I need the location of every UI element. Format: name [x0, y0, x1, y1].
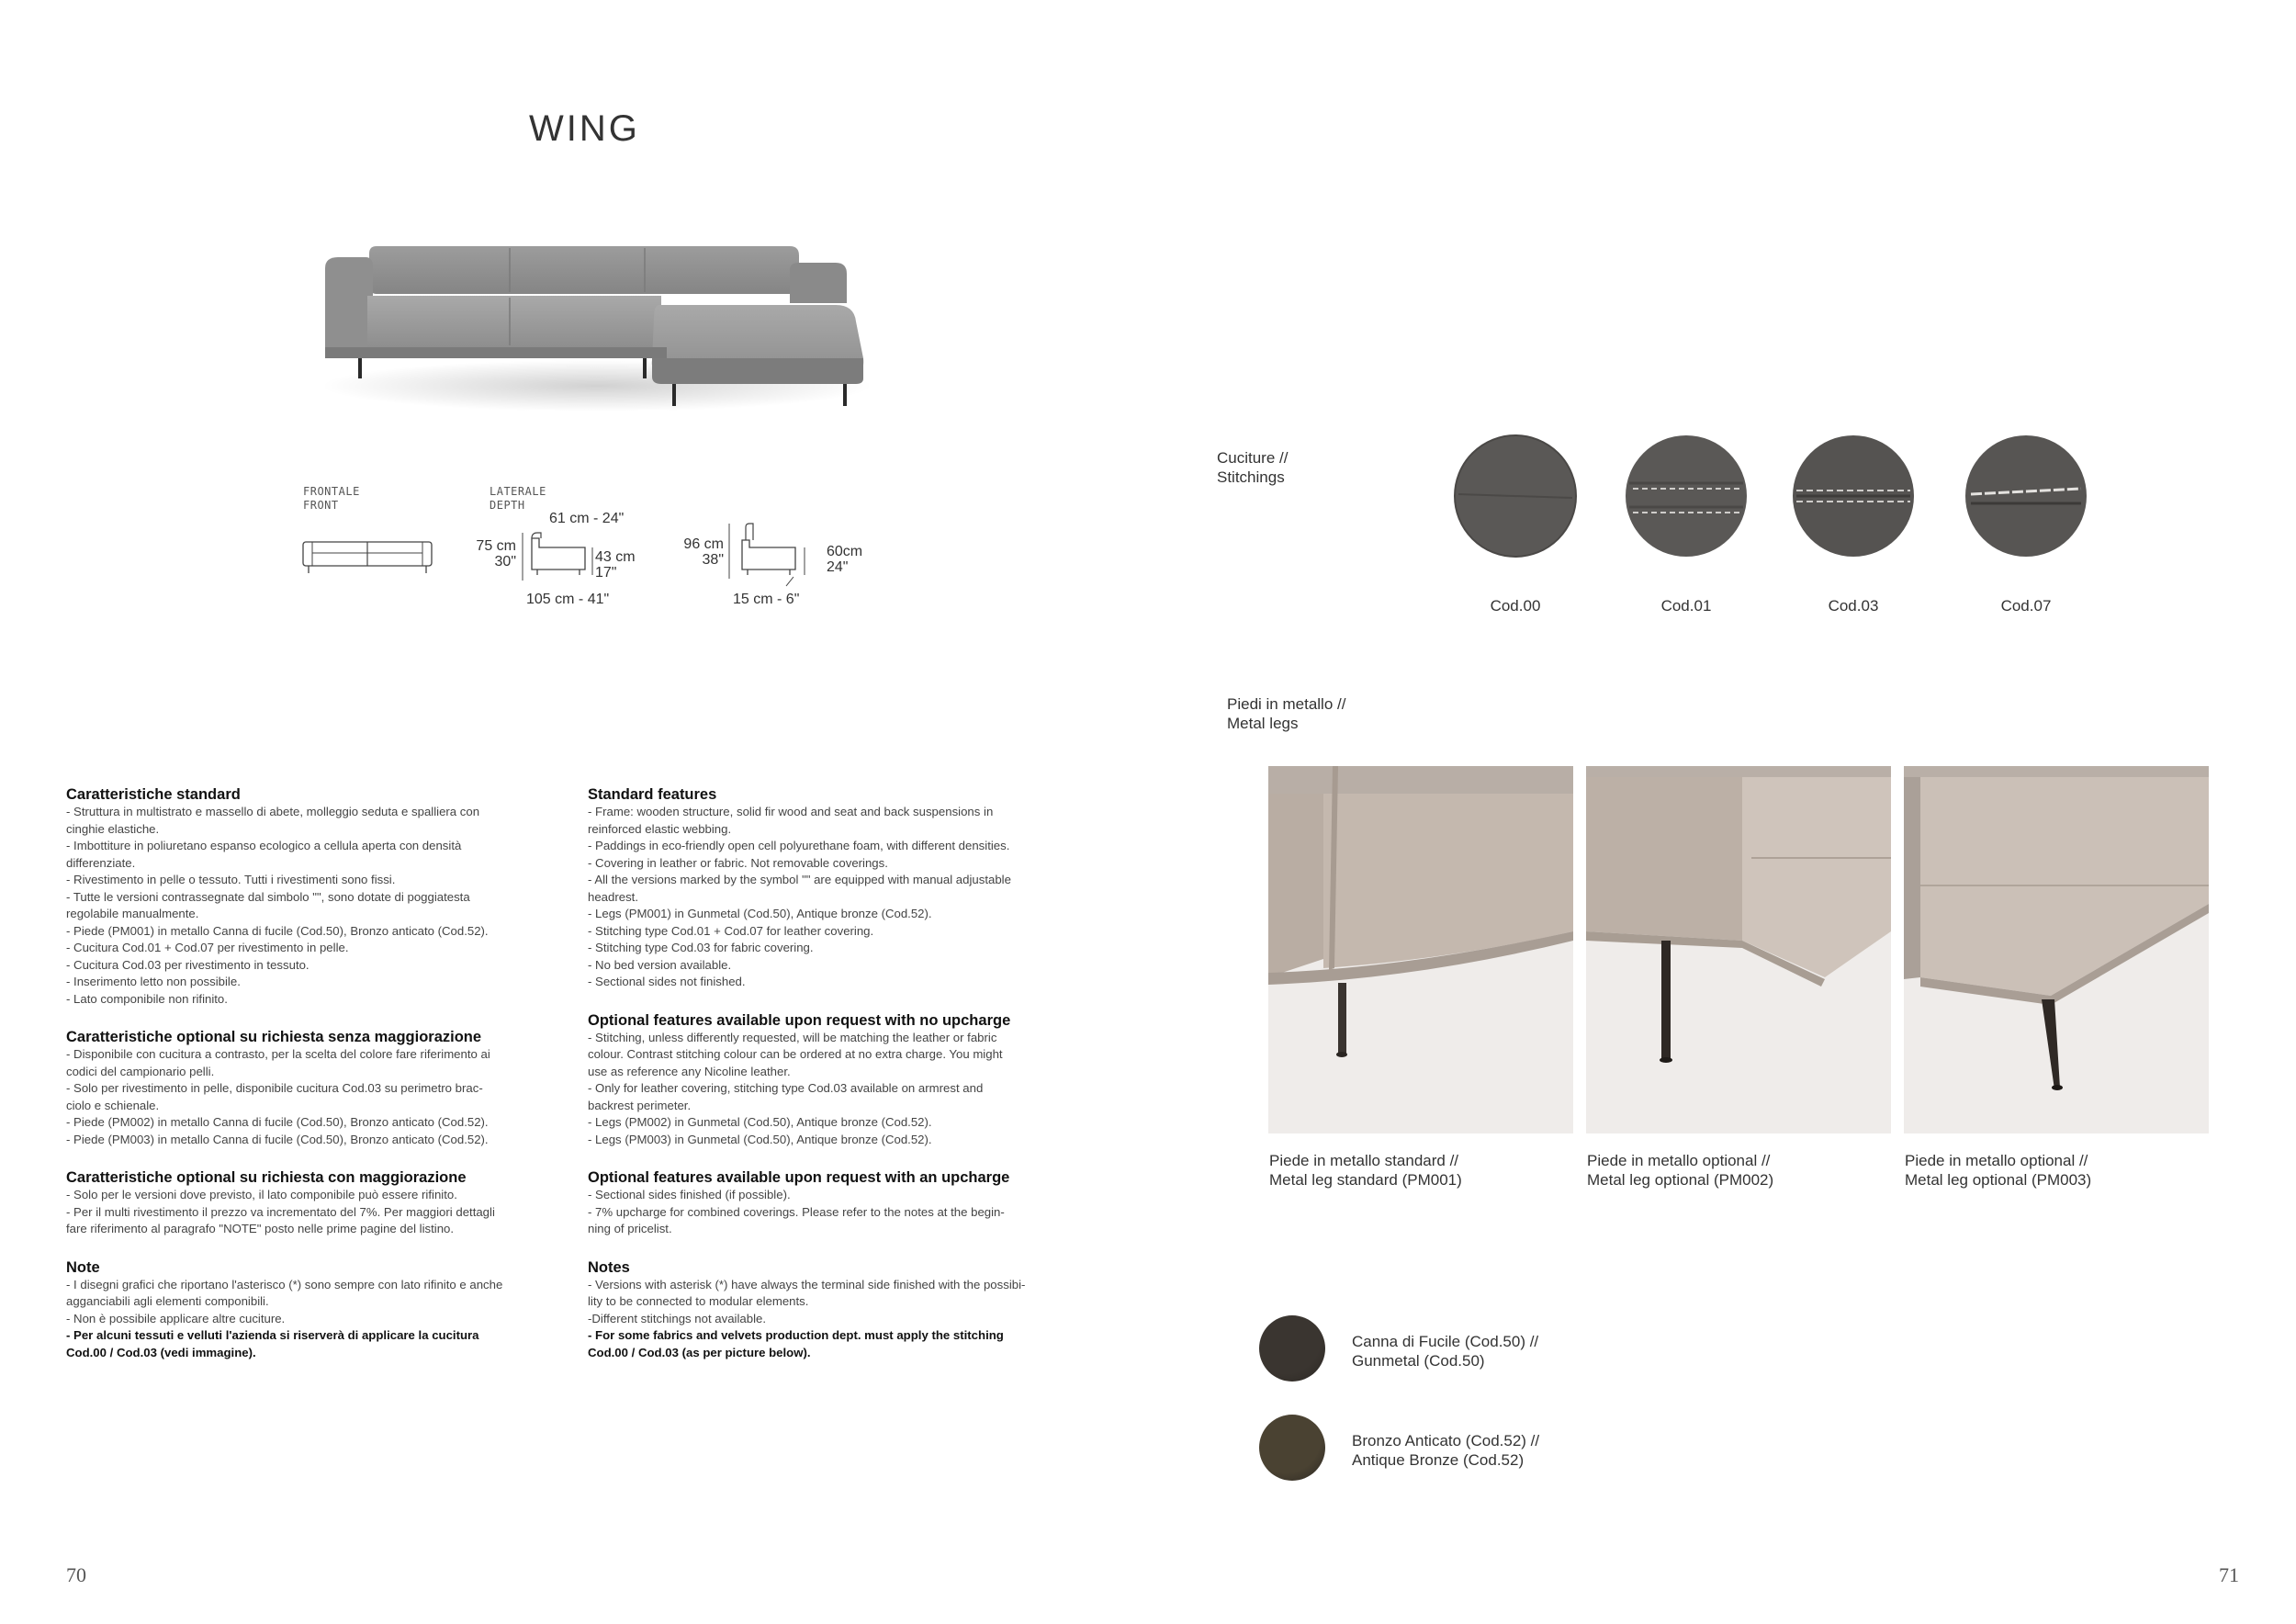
finish-label-0	[1352, 1332, 1538, 1370]
en-standard-text	[588, 804, 1088, 991]
text-line: backrest perimeter.	[588, 1098, 692, 1112]
text-line: lity to be connected to modular elements.	[588, 1294, 809, 1308]
seat-d-in: 24"	[827, 559, 849, 575]
sofa-image	[312, 230, 872, 423]
height-b-in: 38"	[702, 552, 724, 568]
seat-h-dim	[595, 549, 636, 581]
text-line: - Tutte le versioni contrassegnate dal simbolo "", sono dotate di poggiatesta	[66, 889, 470, 904]
it-standard-section	[66, 785, 567, 1008]
side-label	[490, 485, 546, 513]
text-line: - Sectional sides finished (if possible).	[588, 1188, 791, 1201]
stitch-swatch-cod01	[1624, 434, 1749, 558]
text-line: - All the versions marked by the symbol "" are equipped with manual adjustable	[588, 873, 1011, 886]
text-line: reinforced elastic webbing.	[588, 821, 732, 836]
depth-top-dim: 61 cm - 24"	[549, 511, 625, 526]
product-title: WING	[529, 108, 640, 149]
leg-caption-0	[1269, 1151, 1462, 1190]
text-line: ning of pricelist.	[588, 1222, 672, 1235]
text-line: - Legs (PM002) in Gunmetal (Cod.50), Antique bronze (Cod.52).	[588, 1115, 932, 1129]
text-line: - Cucitura Cod.03 per rivestimento in tessuto.	[66, 957, 310, 972]
side-label-it: LATERALE	[490, 485, 546, 498]
it-opt-free-section	[66, 1028, 567, 1148]
en-notes-bold-text	[588, 1327, 1088, 1361]
it-notes-section	[66, 1258, 567, 1362]
stitch-code-0: Cod.00	[1490, 597, 1541, 615]
finish-label-1	[1352, 1431, 1539, 1470]
en-opt-free-text	[588, 1030, 1088, 1149]
it-standard-title: Caratteristiche standard	[66, 786, 241, 803]
text-line: Cod.00 / Cod.03 (as per picture below).	[588, 1345, 811, 1359]
front-label-en: FRONT	[303, 499, 339, 512]
text-line: regolabile manualmente.	[66, 907, 199, 920]
stitch-code-3: Cod.07	[2000, 597, 2052, 615]
text-line: - Piede (PM003) in metallo Canna di fucile (Cod.50), Bronzo anticato (Cod.52).	[66, 1132, 489, 1146]
it-notes-title: Note	[66, 1258, 100, 1276]
it-standard-text	[66, 804, 567, 1008]
height-a-in: 30"	[494, 554, 516, 570]
text-line: fare riferimento al paragrafo "NOTE" posto nelle prime pagine del listino.	[66, 1222, 455, 1235]
it-opt-free-text	[66, 1046, 567, 1148]
en-opt-paid-title: Optional features available upon request with an upcharge	[588, 1169, 1010, 1186]
en-standard-title: Standard features	[588, 786, 717, 803]
stitchings-label	[1217, 448, 1288, 487]
leg-caption-2-line2: Metal leg optional (PM003)	[1905, 1171, 2092, 1189]
text-line: - Non è possibile applicare altre cuciture.	[66, 1311, 286, 1325]
height-a-dim	[472, 538, 516, 570]
en-opt-paid-text	[588, 1187, 1088, 1238]
leg-caption-1-line1: Piede in metallo optional //	[1587, 1152, 1771, 1169]
recline-dim: 15 cm - 6"	[733, 592, 800, 607]
stitch-swatch-cod07	[1964, 434, 2088, 558]
text-line: - Frame: wooden structure, solid fir wood and seat and back suspensions in	[588, 805, 994, 818]
finish-label-1-line2: Antique Bronze (Cod.52)	[1352, 1451, 1525, 1469]
text-line: - Legs (PM001) in Gunmetal (Cod.50), Antique bronze (Cod.52).	[588, 907, 932, 920]
legs-label-en: Metal legs	[1227, 715, 1299, 732]
text-line: - Solo per rivestimento in pelle, disponibile cucitura Cod.03 su perimetro brac-	[66, 1081, 483, 1095]
text-line: differenziate.	[66, 855, 136, 870]
leg-image-pm001	[1268, 766, 1573, 1133]
text-line: - Cucitura Cod.01 + Cod.07 per rivestimento in pelle.	[66, 941, 349, 954]
english-column	[588, 785, 1088, 1382]
height-b-dim	[680, 536, 724, 568]
text-line: - Lato componibile non rifinito.	[66, 991, 228, 1006]
text-line: - Versions with asterisk (*) have always the terminal side finished with the possibi-	[588, 1277, 1026, 1291]
en-opt-free-section	[588, 1011, 1088, 1149]
finish-swatch-antique-bronze	[1259, 1415, 1325, 1481]
seat-h-in: 17"	[595, 565, 617, 581]
leg-caption-1	[1587, 1151, 1773, 1190]
text-line: - Solo per le versioni dove previsto, il lato componibile può essere rifinito.	[66, 1188, 457, 1201]
text-line: - Imbottiture in poliuretano espanso ecologico a cellula aperta con densità	[66, 839, 462, 852]
leg-caption-1-line2: Metal leg optional (PM002)	[1587, 1171, 1774, 1189]
stitch-swatch-cod00	[1453, 434, 1578, 558]
text-line: ciolo e schienale.	[66, 1098, 160, 1112]
en-opt-paid-section	[588, 1168, 1088, 1238]
finish-swatch-gunmetal	[1259, 1315, 1325, 1382]
text-line: codici del campionario pelli.	[66, 1064, 215, 1078]
text-line: use as reference any Nicoline leather.	[588, 1064, 791, 1078]
leg-caption-0-line1: Piede in metallo standard //	[1269, 1152, 1459, 1169]
height-a-cm: 75 cm	[476, 538, 516, 554]
text-line: colour. Contrast stitching colour can be ordered at no extra charge. You might	[588, 1047, 1003, 1061]
text-line: Cod.00 / Cod.03 (vedi immagine).	[66, 1345, 256, 1359]
text-line: - For some fabrics and velvets production dept. must apply the stitching	[588, 1328, 1004, 1342]
finish-label-0-line1: Canna di Fucile (Cod.50) //	[1352, 1333, 1539, 1350]
stitchings-label-en: Stitchings	[1217, 468, 1285, 486]
text-line: agganciabili agli elementi componibili.	[66, 1294, 269, 1308]
text-line: - Per alcuni tessuti e velluti l'azienda si riserverà di applicare la cucitura	[66, 1328, 479, 1342]
front-drawing	[299, 533, 437, 579]
text-line: - Stitching type Cod.01 + Cod.07 for leather covering.	[588, 923, 874, 938]
text-line: - Per il multi rivestimento il prezzo va incrementato del 7%. Per maggiori dettagli	[66, 1204, 495, 1219]
it-opt-paid-title: Caratteristiche optional su richiesta con maggiorazione	[66, 1169, 467, 1186]
page-number-left: 70	[66, 1563, 86, 1586]
text-line: - I disegni grafici che riportano l'asterisco (*) sono sempre con lato rifinito e anche	[66, 1277, 503, 1291]
side-label-en: DEPTH	[490, 499, 525, 512]
text-line: - Only for leather covering, stitching type Cod.03 available on armrest and	[588, 1081, 984, 1095]
en-notes-text	[588, 1277, 1088, 1328]
text-line: - Stitching, unless differently requested, will be matching the leather or fabric	[588, 1030, 997, 1044]
en-notes-title: Notes	[588, 1258, 630, 1276]
text-line: -Different stitchings not available.	[588, 1311, 767, 1325]
depth-bottom-dim: 105 cm - 41"	[526, 592, 610, 607]
front-label-it: FRONTALE	[303, 485, 360, 498]
leg-image-pm002	[1586, 766, 1891, 1133]
it-opt-paid-section	[66, 1168, 567, 1238]
side-drawing-a	[519, 529, 602, 584]
text-line: - Legs (PM003) in Gunmetal (Cod.50), Antique bronze (Cod.52).	[588, 1132, 932, 1146]
en-notes-section	[588, 1258, 1088, 1362]
page-number-right: 71	[2219, 1563, 2239, 1586]
it-opt-free-title: Caratteristiche optional su richiesta senza maggiorazione	[66, 1029, 482, 1045]
stitch-swatch-cod03	[1791, 434, 1916, 558]
finish-label-0-line2: Gunmetal (Cod.50)	[1352, 1352, 1485, 1370]
text-line: - No bed version available.	[588, 957, 732, 972]
text-line: headrest.	[588, 889, 638, 904]
leg-image-pm003	[1904, 766, 2209, 1133]
seat-d-dim	[827, 544, 862, 575]
front-label	[303, 485, 360, 513]
italian-column	[66, 785, 567, 1382]
text-line: - Disponibile con cucitura a contrasto, per la scelta del colore fare riferimento ai	[66, 1047, 490, 1061]
it-notes-bold-text	[66, 1327, 567, 1361]
text-line: - Inserimento letto non possibile.	[66, 975, 241, 988]
en-standard-section	[588, 785, 1088, 991]
text-line: - Covering in leather or fabric. Not removable coverings.	[588, 855, 888, 870]
en-opt-free-title: Optional features available upon request with no upcharge	[588, 1011, 1011, 1029]
text-line: - Piede (PM001) in metallo Canna di fucile (Cod.50), Bronzo anticato (Cod.52).	[66, 923, 489, 938]
leg-caption-2	[1905, 1151, 2091, 1190]
seat-d-cm: 60cm	[827, 544, 863, 559]
text-line: - Piede (PM002) in metallo Canna di fucile (Cod.50), Bronzo anticato (Cod.52).	[66, 1115, 489, 1129]
finish-label-1-line1: Bronzo Anticato (Cod.52) //	[1352, 1432, 1540, 1449]
legs-label	[1227, 694, 1345, 733]
it-opt-paid-text	[66, 1187, 567, 1238]
leg-caption-0-line2: Metal leg standard (PM001)	[1269, 1171, 1462, 1189]
stitchings-label-it: Cuciture //	[1217, 449, 1289, 467]
seat-h-cm: 43 cm	[595, 549, 636, 565]
text-line: - 7% upcharge for combined coverings. Please refer to the notes at the begin-	[588, 1204, 1005, 1219]
text-line: - Rivestimento in pelle o tessuto. Tutti i rivestimenti sono fissi.	[66, 873, 396, 886]
text-line: - Stitching type Cod.03 for fabric covering.	[588, 941, 814, 954]
text-line: - Paddings in eco-friendly open cell polyurethane foam, with different densities.	[588, 839, 1010, 852]
height-b-cm: 96 cm	[683, 536, 724, 552]
it-notes-text	[66, 1277, 567, 1328]
legs-label-it: Piedi in metallo //	[1227, 695, 1346, 713]
text-line: - Sectional sides not finished.	[588, 975, 746, 988]
stitch-code-1: Cod.01	[1660, 597, 1712, 615]
stitch-code-2: Cod.03	[1828, 597, 1879, 615]
leg-caption-2-line1: Piede in metallo optional //	[1905, 1152, 2088, 1169]
text-line: - Struttura in multistrato e massello di abete, molleggio seduta e spalliera con	[66, 805, 480, 818]
side-drawing-b	[726, 520, 827, 593]
text-line: cinghie elastiche.	[66, 821, 160, 836]
